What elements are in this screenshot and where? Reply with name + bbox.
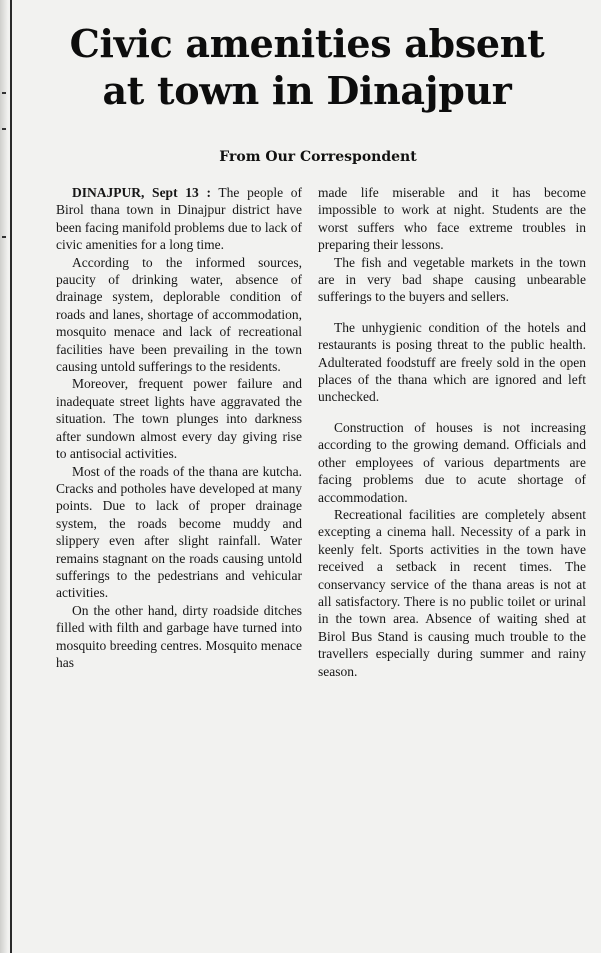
paragraph: Recreational facilities are completely absent excepting a cinema hall. Necessity of a park in keenly felt. Sports activities in the town have received a setback in recent times. The conservancy service of the thana areas is not at all satisfactory. There is no public toilet or urinal in the town area. Absence of waiting shed at Birol Bus Stand is causing much trouble to the travellers especially during summer and rainy season.: [318, 506, 586, 679]
paragraph: Most of the roads of the thana are kutcha. Cracks and potholes have developed at many points. Due to lack of proper drainage system, the roads become muddy and slippery even after slight rainfall. Water remains stagnant on the roads causing untold sufferings to the pedestrians and vehicular activities.: [56, 463, 302, 601]
byline: From Our Correspondent: [219, 149, 417, 165]
headline-line-2: at town in Dinajpur: [102, 68, 512, 113]
article-column-right: [318, 184, 586, 680]
column-rule-left: [10, 0, 12, 953]
edge-mark: [2, 236, 6, 238]
paragraph: According to the informed sources, paucity of drinking water, absence of drainage system, deplorable condition of roads and lanes, shortage of accommodation, mosquito menace and lack of recreational facilities have been prevailing in the town causing untold sufferings to the residents.: [56, 254, 302, 375]
paragraph: The unhygienic condition of the hotels and restaurants is posing threat to the public health. Adulterated foodstuff are freely sold in the open places of the thana which are ignored and left unchecked.: [318, 319, 586, 405]
dateline: DINAJPUR, Sept 13 :: [72, 185, 211, 200]
paragraph-text: The people of Birol thana town in Dinajpur district have been facing manifold problems due to lack of civic amenities for a long time.: [56, 185, 303, 253]
headline: [18, 20, 596, 114]
edge-mark: [2, 128, 6, 130]
paragraph: Construction of houses is not increasing according to the growing demand. Officials and other employees of various departments are facing problems due to acute shortage of accommodation.: [318, 419, 586, 505]
page-edge-shadow: [0, 0, 8, 953]
paragraph: made life miserable and it has become impossible to work at night. Students are the worst suffers who face extreme troubles in preparing their lessons.: [318, 185, 586, 253]
edge-mark: [2, 92, 6, 94]
paragraph: The fish and vegetable markets in the town are in very bad shape causing unbearable sufferings to the buyers and sellers.: [318, 254, 586, 305]
article-column-left: [56, 184, 302, 671]
paragraph: On the other hand, dirty roadside ditches filled with filth and garbage have turned into mosquito breeding centres. Mosquito menace has: [56, 602, 302, 670]
paragraph: Moreover, frequent power failure and inadequate street lights have aggravated the situation. The town plunges into darkness after sundown almost every day giving rise to antisocial activities.: [56, 376, 302, 462]
paragraph: [56, 184, 302, 254]
headline-line-1: Civic amenities absent: [69, 21, 545, 66]
